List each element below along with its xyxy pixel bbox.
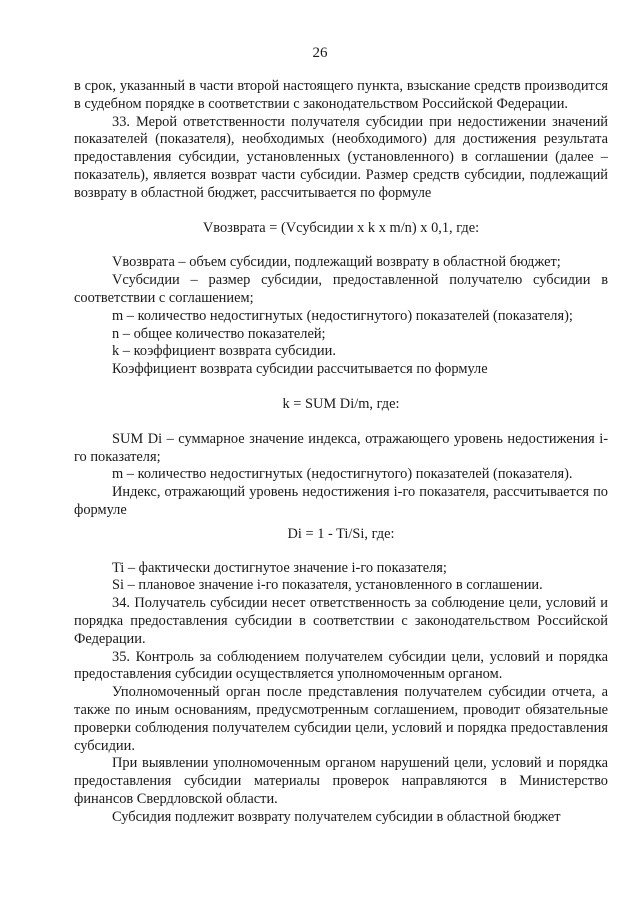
paragraph-k-formula-intro: Коэффициент возврата субсидии рассчитывается по формуле [112,361,488,378]
definition-sum-di: SUM Di – суммарное значение индекса, отражающего уровень недостижения i-го показателя; [74,430,608,465]
paragraph-34: 34. Получатель субсидии несет ответственность за соблюдение цели, условий и порядка предоставления субсидии в соответствии с законодательством Российской Федерации. [74,595,608,647]
paragraph-di-formula-intro: Индекс, отражающий уровень недостижения i-го показателя, рассчитывается по формуле [74,484,608,518]
paragraph-33: 33. Мерой ответственности получателя субсидии при недостижении значений показателей (показателя), необходимых (необходимого) для достижения результата предоставления субсидии, установленных (установленного) в соглашении (далее – показатель), является возврат части субсидии. Размер средств субсидии, подлежащий возврату в областной бюджет, рассчитывается по формуле [74,113,608,201]
definition-ti: Ti – фактически достигнутое значение i-го показателя; [112,559,447,576]
paragraph-35-violations: При выявлении уполномоченным органом нарушений цели, условий и порядка предоставления субсидии материалы проверок направляются в Министерство финансов Свердловской области. [74,755,608,807]
definition-si: Si – плановое значение i-го показателя, установленного в соглашении. [112,577,543,594]
formula-di: Di = 1 - Ti/Si, где: [287,525,395,542]
paragraph-35: 35. Контроль за соблюдением получателем субсидии цели, условий и порядка предоставления субсидии осуществляется уполномоченным органом. [74,648,608,683]
definition-m: m – количество недостигнутых (недостигнутого) показателей (показателя); [112,307,573,324]
page-number: 26 [312,45,328,61]
formula-v-return: Vвозврата = (Vсубсидии x k x m/n) x 0,1, где: [202,219,480,236]
definition-v-return: Vвозврата – объем субсидии, подлежащий возврату в областной бюджет; [112,254,561,271]
paragraph-continuation: в срок, указанный в части второй настоящего пункта, взыскание средств производится в судебном порядке в соответствии с законодательством Российской Федерации. [74,78,608,112]
paragraph-35-checks: Уполномоченный орган после представления получателем субсидии отчета, а также по иным основаниям, предусмотренным соглашением, проводит обязательные проверки соблюдения получателем субсидии цели, условий и порядка предоставления субсидии. [74,684,608,754]
definition-n: n – общее количество показателей; [112,325,326,342]
definition-v-subsidy: Vсубсидии – размер субсидии, предоставленной получателю субсидии в соответствии с соглашением; [74,272,608,306]
document-body [74,78,608,826]
definition-k: k – коэффициент возврата субсидии. [112,343,336,360]
definition-m-2: m – количество недостигнутых (недостигнутого) показателей (показателя). [112,466,573,483]
paragraph-35-return: Субсидия подлежит возврату получателем субсидии в областной бюджет [112,808,561,825]
formula-k: k = SUM Di/m, где: [282,395,400,412]
